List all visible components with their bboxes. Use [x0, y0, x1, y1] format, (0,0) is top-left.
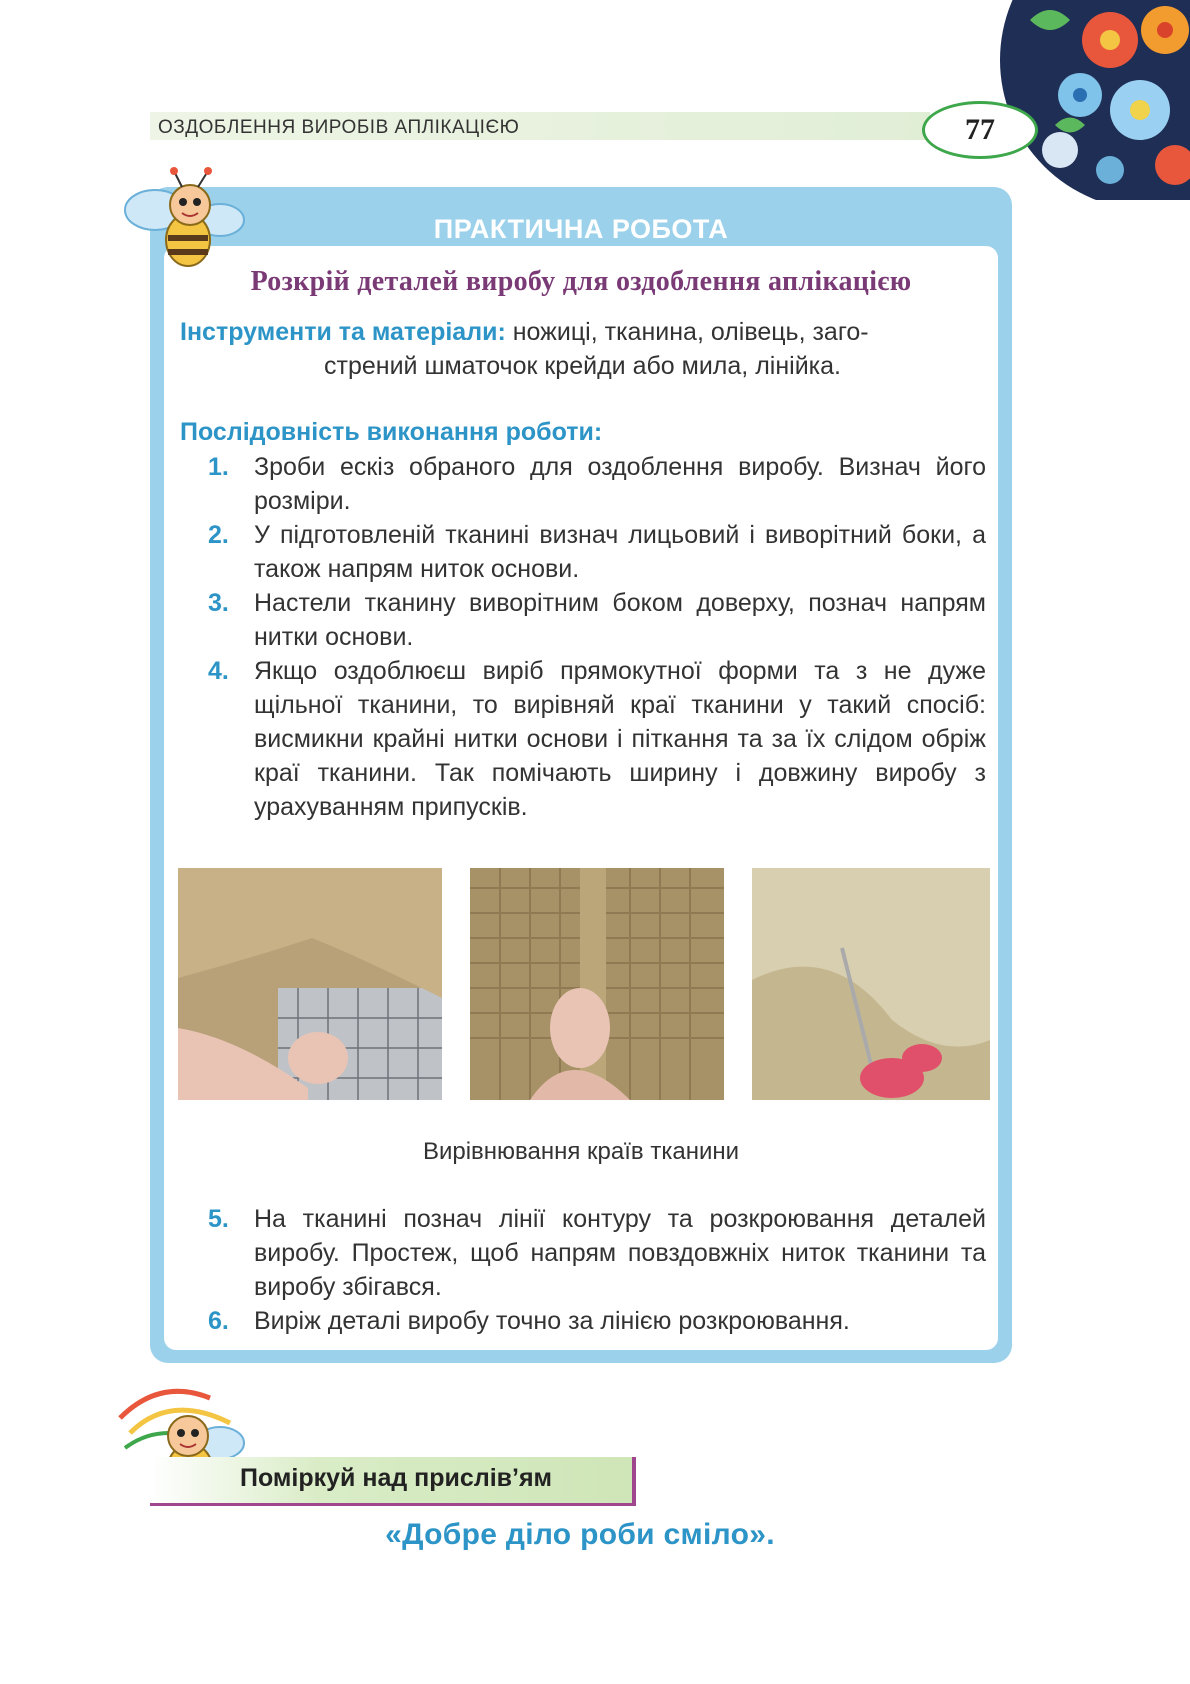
list-item	[208, 654, 986, 824]
proverb-text: «Добре діло роби сміло».	[385, 1518, 775, 1551]
list-item	[208, 518, 986, 586]
list-item	[208, 1202, 986, 1304]
step-text: У підготовленій тканині визнач лицьовий і виворітний боки, а також напрям ниток основи.	[254, 521, 986, 583]
proverb-label: Поміркуй над прислів’ям	[240, 1464, 553, 1492]
materials-label: Інструменти та матеріали:	[180, 318, 506, 346]
step-text: Якщо оздоблюєш виріб прямокутної форми та з не дуже щільної тканини, то вирівняй краї тканини у такий спосіб: висмикни крайні нитки основи і піткання та за їх слідом обріж краї тканини. Так помічають ширину і довжину виробу з урахуванням припусків.	[254, 657, 986, 821]
step-text: На тканині познач лінії контуру та розкроювання деталей виробу. Простеж, щоб напрям повздовжніх ниток тканини та виробу збігався.	[254, 1205, 986, 1301]
step-number: 3.	[208, 589, 229, 617]
step-text: Зроби ескіз обраного для оздоблення виробу. Визнач його розміри.	[254, 453, 986, 515]
step-number: 4.	[208, 657, 229, 685]
section-title: ОЗДОБЛЕННЯ ВИРОБІВ АПЛІКАЦІЄЮ	[158, 117, 520, 138]
flower-decoration	[960, 0, 1190, 200]
fabric-photo-3	[752, 868, 990, 1100]
list-item	[208, 586, 986, 654]
steps-list-continued	[208, 1202, 986, 1338]
materials-text-continued: стрений шматочок крейди або мила, лінійка.	[324, 352, 841, 380]
steps-list	[208, 450, 986, 824]
practical-work-subtitle: Розкрій деталей виробу для оздоблення аплікацією	[250, 266, 912, 297]
page-number: 77	[922, 101, 1038, 159]
materials-text: ножиці, тканина, олівець, заго-	[512, 318, 869, 346]
step-text: Виріж деталі виробу точно за лінією розкроювання.	[254, 1307, 850, 1335]
bee-mascot-illustration	[120, 165, 250, 275]
step-number: 1.	[208, 453, 229, 481]
fabric-photo-1	[178, 868, 442, 1100]
fabric-photos	[178, 868, 990, 1100]
list-item	[208, 450, 986, 518]
fabric-photo-2	[470, 868, 724, 1100]
practical-work-title: ПРАКТИЧНА РОБОТА	[433, 214, 729, 244]
sequence-heading: Послідовність виконання роботи:	[180, 418, 603, 446]
step-number: 2.	[208, 521, 229, 549]
step-number: 5.	[208, 1205, 229, 1233]
photo-caption: Вирівнювання країв тканини	[422, 1138, 740, 1165]
list-item	[208, 1304, 986, 1338]
step-text: Настели тканину виворітним боком доверху, познач напрям нитки основи.	[254, 589, 986, 651]
materials-paragraph	[180, 315, 985, 383]
step-number: 6.	[208, 1307, 229, 1335]
